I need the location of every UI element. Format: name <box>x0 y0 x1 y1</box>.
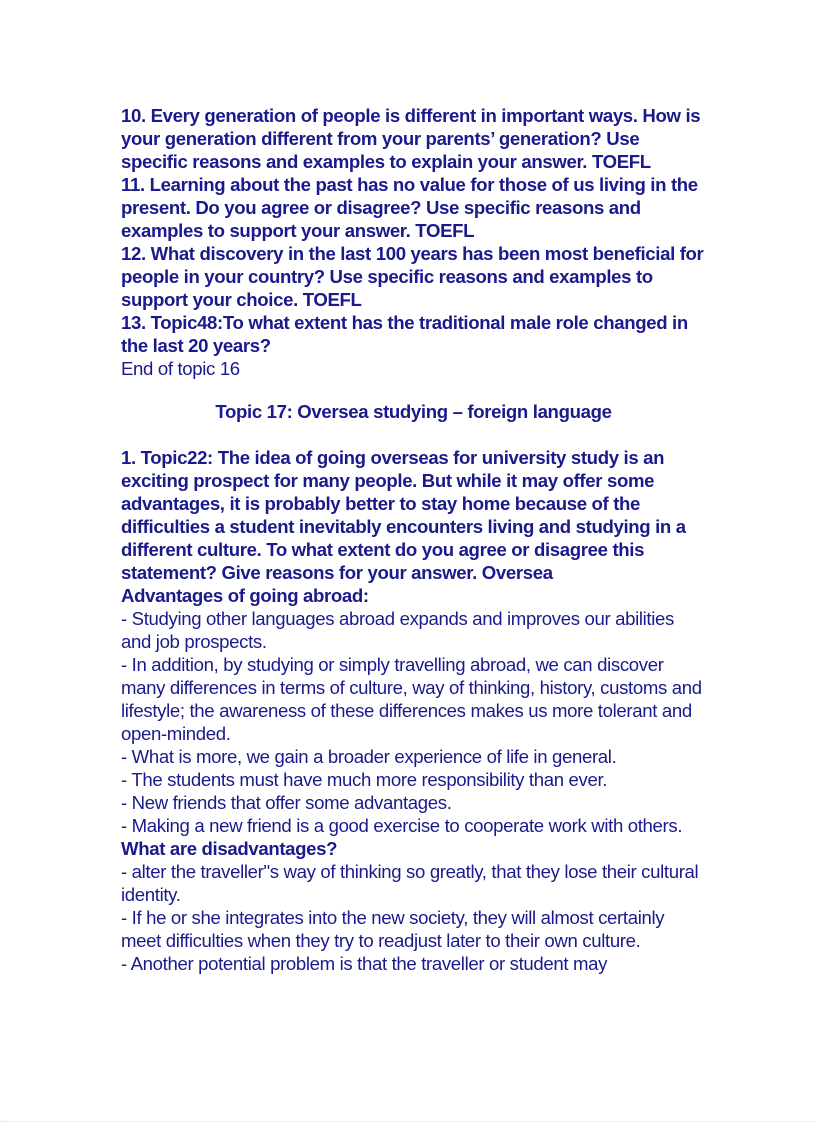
question-1: 1. Topic22: The idea of going overseas for university study is an exciting prospect for many people. But while it may offer some advantages, it is probably better to stay home because of the difficulties a student inevitably encounters living and studying in a different culture. To what extent do you agree or disagree this statement? Give reasons for your answer. Oversea <box>121 447 686 583</box>
question-12: 12. What discovery in the last 100 years has been most beneficial for people in your country? Use specific reasons and examples to support your choice. TOEFL <box>121 243 704 310</box>
disadvantage-item: - If he or she integrates into the new society, they will almost certainly meet difficulties when they try to readjust later to their own culture. <box>121 907 665 951</box>
disadvantage-item: - Another potential problem is that the traveller or student may <box>121 953 608 974</box>
page-bottom-divider <box>0 1121 816 1122</box>
disadvantages-heading: What are disadvantages? <box>121 838 338 859</box>
question-13: 13. Topic48:To what extent has the traditional male role changed in the last 20 years? <box>121 312 688 356</box>
topic-heading: Topic 17: Oversea studying – foreign language <box>215 401 612 422</box>
advantages-heading: Advantages of going abroad: <box>121 585 369 606</box>
advantage-item: - What is more, we gain a broader experience of life in general. <box>121 746 617 767</box>
advantage-item: - Making a new friend is a good exercise to cooperate work with others. <box>121 815 683 836</box>
advantage-item: - The students must have much more responsibility than ever. <box>121 769 608 790</box>
question-11: 11. Learning about the past has no value for those of us living in the present. Do you agree or disagree? Use specific reasons and examples to support your answer. TOEFL <box>121 174 698 241</box>
document-page <box>121 104 706 975</box>
advantage-item: - In addition, by studying or simply travelling abroad, we can discover many differences in terms of culture, way of thinking, history, customs and lifestyle; the awareness of these differences makes us more tolerant and open-minded. <box>121 654 702 744</box>
question-10: 10. Every generation of people is different in important ways. How is your generation different from your parents’ generation? Use specific reasons and examples to explain your answer. TOEFL <box>121 105 701 172</box>
advantage-item: - Studying other languages abroad expands and improves our abilities and job prospects. <box>121 608 674 652</box>
advantage-item: - New friends that offer some advantages. <box>121 792 452 813</box>
disadvantage-item: - alter the traveller"s way of thinking so greatly, that they lose their cultural identity. <box>121 861 699 905</box>
end-of-topic-note: End of topic 16 <box>121 358 240 379</box>
